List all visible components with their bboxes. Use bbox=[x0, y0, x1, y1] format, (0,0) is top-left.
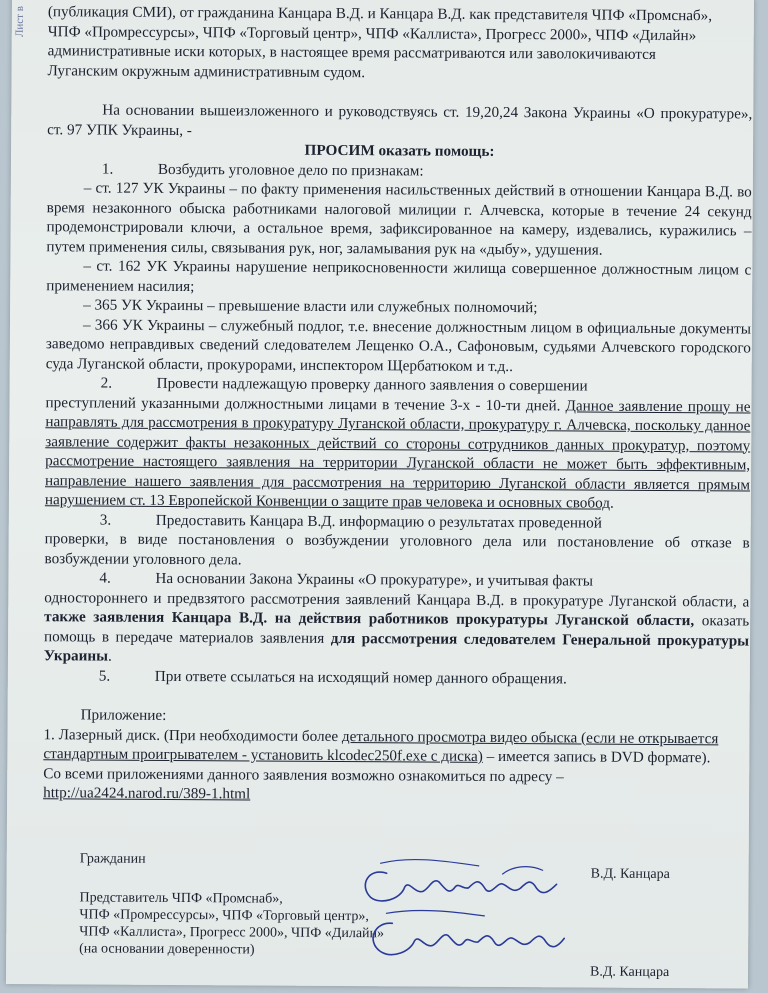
basis-paragraph: На основании вышеизложенного и руководствуясь ст. 19,20,24 Закона Украины «О прокуратуре», ст. 97 УПК Украины, - bbox=[47, 101, 753, 139]
signatory-name-2: В.Д. Канцара bbox=[589, 964, 670, 980]
representative-block bbox=[79, 889, 384, 959]
item-5-number: 5. bbox=[98, 667, 111, 685]
appendix-item-end: – имеется запись в DVD формате). bbox=[482, 747, 711, 767]
item-3-title-text: Предоставить Канцара В.Д. информацию о результатах проведенной bbox=[155, 511, 602, 532]
item-2-title-text: Провести надлежащую проверку данного заявления о совершении bbox=[156, 374, 588, 395]
item-4-bold-1: также заявления Канцара В.Д. на действия работников прокуратуры Луганской области, bbox=[44, 608, 695, 630]
document-body bbox=[42, 0, 753, 993]
item-3-body: проверки, в виде постановления о возбуждении уголовного дела или постановление об отказе в возбуждении уголовного дела. bbox=[44, 530, 750, 568]
intro-line-1-text: (публикация СМИ), от гражданина Канцара В.Д. и Канцара В.Д. как представителя ЧПФ «Промснаб», bbox=[47, 3, 713, 25]
intro-line-3-text: административные иски которых, в настоящее время рассматриваются или заволокичиваются bbox=[47, 42, 656, 63]
appendix-note: Со всеми приложениями данного заявления возможно ознакомиться по адресу – bbox=[43, 764, 564, 785]
signatory-name-1: В.Д. Канцара bbox=[590, 866, 670, 882]
representative-line-1: Представитель ЧПФ «Промснаб», bbox=[79, 889, 283, 907]
item-3-number: 3. bbox=[99, 511, 112, 529]
representative-line-3: ЧПФ «Каллиста», Прогресс 2000», ЧПФ «Дилайн» bbox=[79, 923, 385, 941]
representative-line-2: ЧПФ «Промрессурсы», ЧПФ «Торговый центр», bbox=[79, 906, 369, 924]
item-1-art162: – ст. 162 УК Украины нарушение неприкосновенности жилища совершенное должностным лицом с применением насилия; bbox=[46, 257, 752, 295]
item-4-end: . bbox=[107, 647, 112, 665]
item-2-underlined: Данное заявление прошу не направлять для рассмотрения в прокуратуру Луганской области, прокуратуру г. Алчевска, поскольку данное заявление содержит факты незаконных действий со стороны сотрудников данных прокуратур, поэтому рассмотрение настоящего заявления на территории Луганской области не может быть эффективным, направление нашего заявления для рассмотрения на территорию Луганской области является прямым нарушением ст. 13 Европейской Конвенции о защите прав человека и основных свобод bbox=[44, 396, 751, 512]
appendix-item-start: 1. Лазерный диск. (При необходимости более bbox=[43, 725, 342, 745]
item-4-rest-1: одностороннего и предвзятого рассмотрения заявлений Канцара В.Д. в прокуратуре Луганской области, а bbox=[44, 588, 750, 611]
request-heading: ПРОСИМ оказать помощь: bbox=[304, 141, 495, 160]
signature-block bbox=[42, 849, 748, 993]
item-4-title-text: На основании Закона Украины «О прокуратуре», и учитывая факты bbox=[155, 569, 594, 590]
item-4-number: 4. bbox=[99, 569, 111, 587]
item-4-rest-2: оказать помощь в передаче материалов заявления bbox=[44, 612, 750, 647]
appendix-item bbox=[43, 725, 748, 768]
item-1-art127: – ст. 127 УК Украины – по факту применения насильственных действий в отношении Канцара В.Д. во время незаконного обыска работниками налоговой милиции г. Алчевска, которые в течение 24 секунд продемонстрировали ключи, а остальное время, зафиксированное на камеру, издевались, куражились – путем применения силы, связывания рук, ног, заламывания рук на «дыбу», удушения. bbox=[46, 179, 752, 259]
item-2-number: 2. bbox=[100, 374, 113, 392]
appendix-link[interactable]: http://ua2424.narod.ru/389-1.html bbox=[43, 784, 251, 803]
item-5-text: При ответе ссылаться на исходящий номер данного обращения. bbox=[154, 667, 567, 687]
intro-line-2-text: ЧПФ «Промрессурсы», ЧПФ «Торговый центр», ЧПФ «Каллиста», Прогресс 2000», ЧПФ «Дилайн» bbox=[47, 22, 697, 44]
appendix-item-underlined: детального просмотра видео обыска (если не открывается стандартным проигрывателем - установить klcodec250f.exe с диска) bbox=[43, 727, 719, 765]
margin-note: Лист в bbox=[13, 6, 26, 38]
item-1-art365: – 365 УК Украины – превышение власти или служебных полномочий; bbox=[83, 296, 538, 317]
item-4-body bbox=[44, 588, 749, 670]
item-2-body bbox=[45, 393, 751, 514]
item-4-bold-2: для рассмотрения следователем Генеральной прокуратуры Украины bbox=[43, 629, 750, 665]
appendix-label: Приложение: bbox=[80, 706, 167, 724]
item-2-plain: преступлений указанными должностными лицами в течение 3-х - 10-ти дней. bbox=[45, 393, 561, 414]
citizen-label: Гражданин bbox=[79, 850, 146, 867]
representative-line-4: (на основании доверенности) bbox=[79, 940, 255, 957]
document-page bbox=[6, 0, 754, 989]
handwritten-signature-2 bbox=[362, 903, 572, 966]
intro-line-4-text: Луганским окружным административным судом. bbox=[47, 61, 366, 81]
item-1-number: 1. bbox=[101, 160, 114, 178]
item-1-art366: – 366 УК Украины – служебный подлог, т.е. внесение должностным лицом в официальные документы заведомо неправдивых сведений следователем Лещенко О.А., Сафоновым, судьями Алчевского городского суда Луганской области, прокурорами, инспектором Щербатюком и т.д.. bbox=[45, 315, 752, 375]
item-1-title-text: Возбудить уголовное дело по признакам: bbox=[157, 160, 424, 180]
item-2-end: . bbox=[609, 494, 614, 512]
